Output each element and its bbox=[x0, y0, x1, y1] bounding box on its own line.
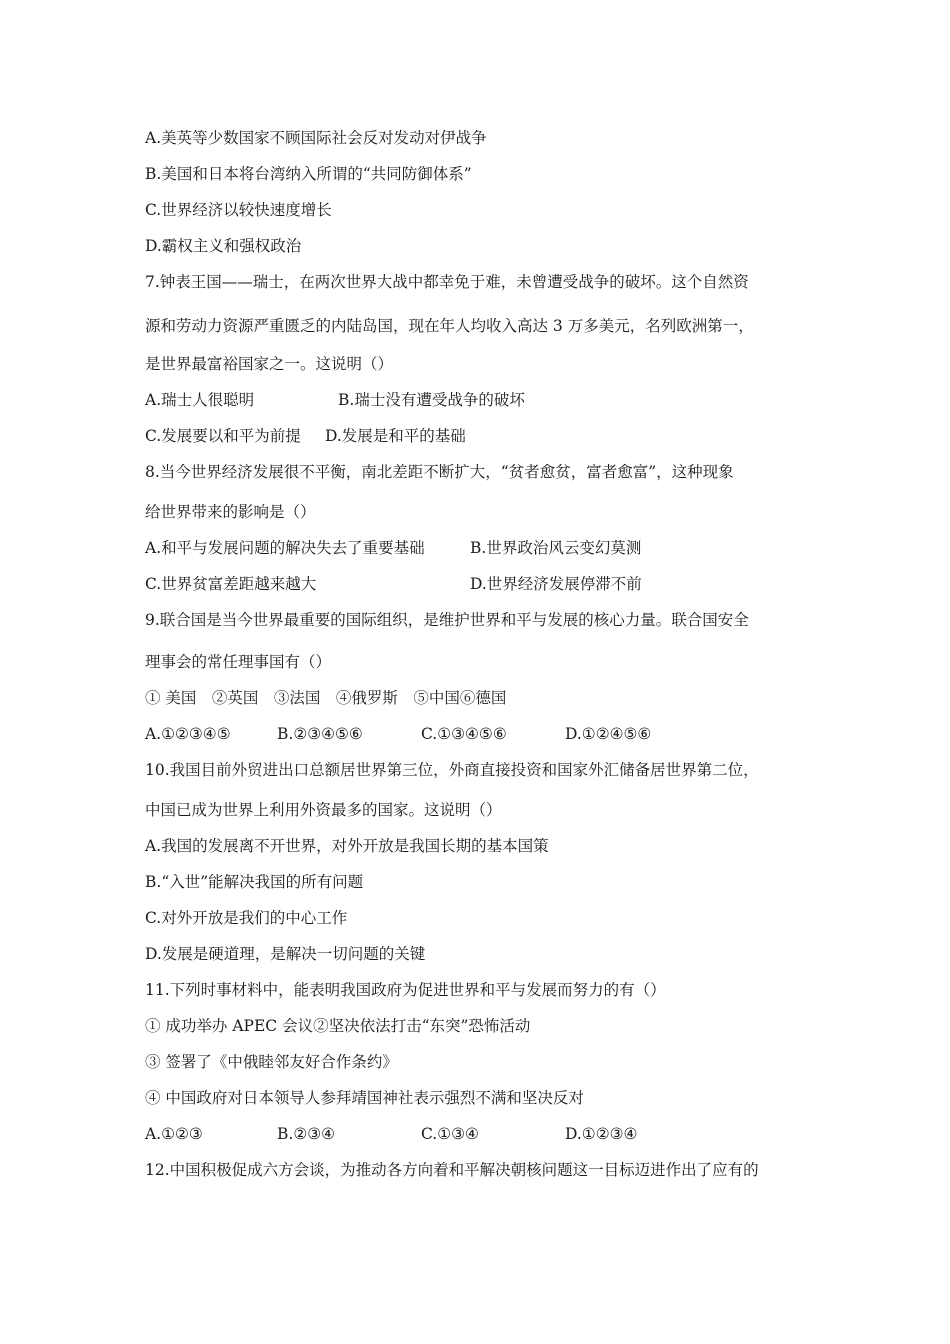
q9-option-b: B.②③④⑤⑥ bbox=[277, 725, 363, 743]
q8-option-a: A.和平与发展问题的解决失去了重要基础 bbox=[145, 539, 425, 557]
q9-items: ① 美国 ②英国 ③法国 ④俄罗斯 ⑤中国⑥德国 bbox=[145, 689, 507, 707]
q7-option-a: A.瑞士人很聪明 bbox=[145, 391, 255, 409]
q8-stem-line-1: 8.当今世界经济发展很不平衡，南北差距不断扩大，“贫者愈贫，富者愈富”，这种现象 bbox=[145, 463, 734, 481]
q11-item-3: ③ 签署了《中俄睦邻友好合作条约》 bbox=[145, 1053, 398, 1071]
q7-option-c: C.发展要以和平为前提 bbox=[145, 427, 301, 445]
q9-option-c: C.①③④⑤⑥ bbox=[421, 725, 507, 743]
q8-option-d: D.世界经济发展停滞不前 bbox=[470, 575, 642, 593]
q9-option-d: D.①②④⑤⑥ bbox=[565, 725, 652, 743]
q7-option-b: B.瑞士没有遭受战争的破坏 bbox=[338, 391, 525, 409]
q10-stem-line-2: 中国已成为世界上利用外资最多的国家。这说明（） bbox=[145, 801, 502, 819]
q10-stem-line-1: 10.我国目前外贸进出口总额居世界第三位，外商直接投资和国家外汇储备居世界第二位， bbox=[145, 761, 759, 779]
q6-option-a: A.美英等少数国家不顾国际社会反对发动对伊战争 bbox=[145, 129, 487, 147]
q7-stem-line-1: 7.钟表王国——瑞士，在两次世界大战中都幸免于难，未曾遭受战争的破坏。这个自然资 bbox=[145, 273, 749, 291]
q9-option-a: A.①②③④⑤ bbox=[145, 725, 231, 743]
q10-option-c: C.对外开放是我们的中心工作 bbox=[145, 909, 348, 927]
q11-option-d: D.①②③④ bbox=[565, 1125, 638, 1143]
q9-stem-line-1: 9.联合国是当今世界最重要的国际组织，是维护世界和平与发展的核心力量。联合国安全 bbox=[145, 611, 749, 629]
q10-option-a: A.我国的发展离不开世界，对外开放是我国长期的基本国策 bbox=[145, 837, 549, 855]
q7-stem-line-3: 是世界最富裕国家之一。这说明（） bbox=[145, 355, 394, 373]
q9-stem-line-2: 理事会的常任理事国有（） bbox=[145, 653, 332, 671]
q6-option-d: D.霸权主义和强权政治 bbox=[145, 237, 302, 255]
q10-option-b: B.“入世”能解决我国的所有问题 bbox=[145, 873, 364, 891]
q11-option-b: B.②③④ bbox=[277, 1125, 336, 1143]
q10-option-d: D.发展是硬道理，是解决一切问题的关键 bbox=[145, 945, 426, 963]
q6-option-b: B.美国和日本将台湾纳入所谓的“共同防御体系” bbox=[145, 165, 472, 183]
q11-option-c: C.①③④ bbox=[421, 1125, 479, 1143]
q11-stem-line-1: 11.下列时事材料中，能表明我国政府为促进世界和平与发展而努力的有（） bbox=[145, 981, 666, 999]
q8-stem-line-2: 给世界带来的影响是（） bbox=[145, 503, 316, 521]
q11-item-1-2: ① 成功举办 APEC 会议②坚决依法打击“东突”恐怖活动 bbox=[145, 1017, 531, 1035]
q12-stem-line-1: 12.中国积极促成六方会谈，为推动各方向着和平解决朝核问题这一目标迈进作出了应有的 bbox=[145, 1161, 759, 1179]
q7-option-d: D.发展是和平的基础 bbox=[325, 427, 466, 445]
q6-option-c: C.世界经济以较快速度增长 bbox=[145, 201, 332, 219]
q8-option-b: B.世界政治风云变幻莫测 bbox=[470, 539, 642, 557]
q7-stem-line-2: 源和劳动力资源严重匮乏的内陆岛国，现在年人均收入高达 3 万多美元，名列欧洲第一， bbox=[145, 317, 754, 335]
q8-option-c: C.世界贫富差距越来越大 bbox=[145, 575, 317, 593]
q11-item-4: ④ 中国政府对日本领导人参拜靖国神社表示强烈不满和坚决反对 bbox=[145, 1089, 584, 1107]
q11-option-a: A.①②③ bbox=[145, 1125, 203, 1143]
